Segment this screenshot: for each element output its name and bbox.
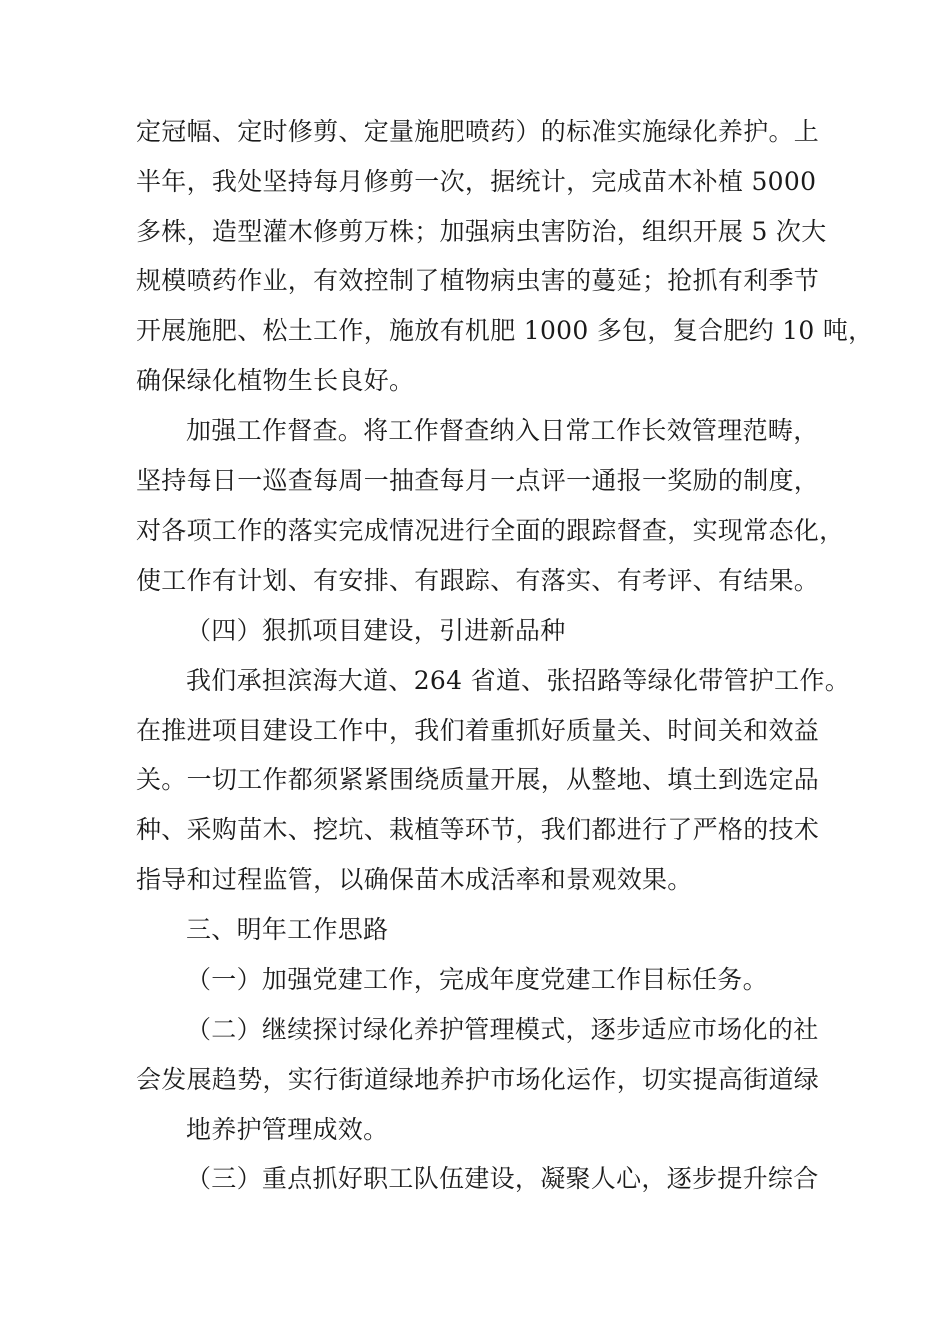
paragraph-line: 定冠幅、定时修剪、定量施肥喷药）的标准实施绿化养护。上 [136,117,820,146]
paragraph-line: 规模喷药作业，有效控制了植物病虫害的蔓延；抢抓有利季节 [136,266,820,295]
list-item: （二）继续探讨绿化养护管理模式，逐步适应市场化的社 [186,1015,819,1044]
paragraph-line: 半年，我处坚持每月修剪一次，据统计，完成苗木补植 5000 [136,167,817,196]
paragraph-line: 对各项工作的落实完成情况进行全面的跟踪督查，实现常态化， [136,516,845,545]
list-item: （三）重点抓好职工队伍建设，凝聚人心，逐步提升综合 [186,1164,819,1193]
paragraph-line: 坚持每日一巡查每周一抽查每月一点评一通报一奖励的制度， [136,466,820,495]
paragraph-line: 关。一切工作都须紧紧围绕质量开展，从整地、填土到选定品 [136,765,820,794]
paragraph-line: 开展施肥、松土工作，施放有机肥 1000 多包，复合肥约 10 吨， [136,316,874,345]
paragraph-line: 使工作有计划、有安排、有跟踪、有落实、有考评、有结果。 [136,566,820,595]
section-heading: 三、明年工作思路 [186,915,389,944]
paragraph-line: 我们承担滨海大道、264 省道、张招路等绿化带管护工作。 [186,666,851,695]
paragraph-line: 多株，造型灌木修剪万株；加强病虫害防治，组织开展 5 次大 [136,217,827,246]
paragraph-line: 种、采购苗木、挖坑、栽植等环节，我们都进行了严格的技术 [136,815,820,844]
paragraph-line: 确保绿化植物生长良好。 [136,366,415,395]
paragraph-line: 会发展趋势，实行街道绿地养护市场化运作，切实提高街道绿 [136,1065,820,1094]
paragraph-line: 地养护管理成效。 [186,1115,389,1144]
paragraph-line: 在推进项目建设工作中，我们着重抓好质量关、时间关和效益 [136,716,820,745]
list-item: （一）加强党建工作，完成年度党建工作目标任务。 [186,965,768,994]
section-heading: （四）狠抓项目建设，引进新品种 [186,616,566,645]
paragraph-line: 加强工作督查。将工作督查纳入日常工作长效管理范畴， [186,416,819,445]
paragraph-line: 指导和过程监管，以确保苗木成活率和景观效果。 [136,865,693,894]
